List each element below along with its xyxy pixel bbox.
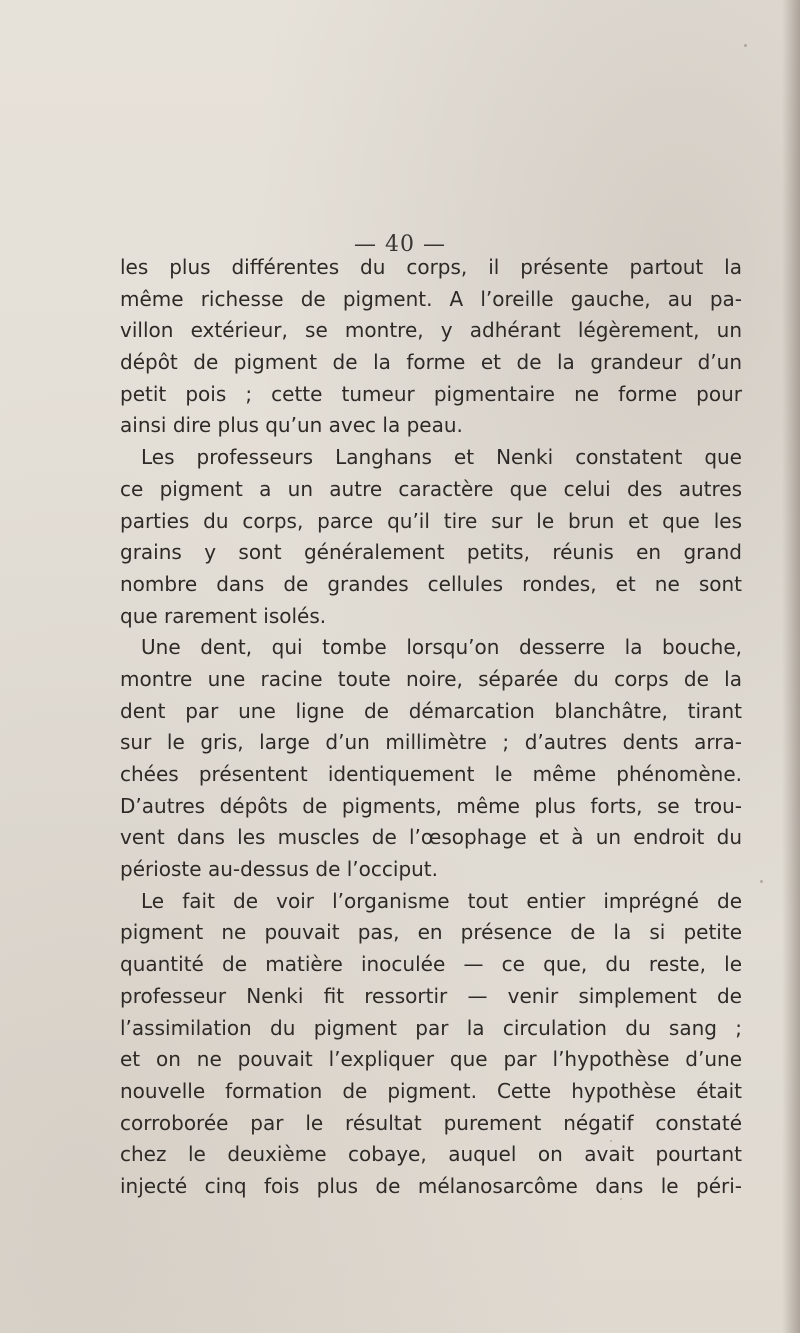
text-line: petit pois ; cette tumeur pigmentaire ne forme pour <box>120 381 742 406</box>
text-line: parties du corps, parce qu’il tire sur le brun et que les <box>120 508 742 533</box>
paragraph-start-line: Une dent, qui tombe lorsqu’on desserre la bouche, <box>141 635 742 660</box>
text-line: D’autres dépôts de pigments, même plus forts, se trou- <box>120 793 742 818</box>
text-line: montre une racine toute noire, séparée du corps de la <box>120 666 742 691</box>
text-line: nombre dans de grandes cellules rondes, et ne sont <box>120 571 742 596</box>
page-number: — 40 — <box>354 232 446 257</box>
text-line: sur le gris, large d’un millimètre ; d’autres dents arra- <box>120 730 742 755</box>
text-line: grains y sont généralement petits, réunis en grand <box>120 540 742 565</box>
text-line: chées présentent identiquement le même phénomène. <box>120 762 742 786</box>
text-line: professeur Nenki fit ressortir — venir simplement de <box>120 983 742 1008</box>
paper-speck <box>620 1198 622 1200</box>
text-line: ce pigment a un autre caractère que celui des autres <box>120 476 742 501</box>
text-line: villon extérieur, se montre, y adhérant légèrement, un <box>120 318 742 343</box>
paragraph-start-line: Le fait de voir l’organisme tout entier imprégné de <box>141 888 742 913</box>
text-line: que rarement isolés. <box>120 603 327 628</box>
body-text <box>120 252 742 1203</box>
text-line: chez le deuxième cobaye, auquel on avait pourtant <box>120 1142 742 1167</box>
text-line: corroborée par le résultat purement négatif constaté <box>120 1110 742 1135</box>
text-line: l’assimilation du pigment par la circulation du sang ; <box>120 1015 742 1040</box>
text-line: même richesse de pigment. A l’oreille gauche, au pa- <box>120 286 742 311</box>
page-edge-shadow <box>782 0 800 1333</box>
paper-speck <box>744 44 747 47</box>
text-line: ainsi dire plus qu’un avec la peau. <box>120 413 463 438</box>
text-line: dent par une ligne de démarcation blanchâtre, tirant <box>120 698 742 723</box>
paragraph-start-line: Les professeurs Langhans et Nenki constatent que <box>141 445 742 470</box>
text-line: injecté cinq fois plus de mélanosarcôme dans le péri- <box>120 1173 742 1198</box>
text-line: vent dans les muscles de l’œsophage et à un endroit du <box>120 825 742 850</box>
text-line: périoste au-dessus de l’occiput. <box>120 857 439 882</box>
text-line: nouvelle formation de pigment. Cette hypothèse était <box>120 1078 742 1103</box>
text-line: et on ne pouvait l’expliquer que par l’hypothèse d’une <box>120 1047 742 1072</box>
text-line: pigment ne pouvait pas, en présence de la si petite <box>120 920 742 945</box>
paper-speck <box>610 1140 612 1142</box>
text-line: les plus différentes du corps, il présente partout la <box>120 255 742 279</box>
paper-speck <box>760 880 763 883</box>
text-line: dépôt de pigment de la forme et de la grandeur d’un <box>120 350 742 375</box>
text-line: quantité de matière inoculée — ce que, du reste, le <box>120 952 742 977</box>
